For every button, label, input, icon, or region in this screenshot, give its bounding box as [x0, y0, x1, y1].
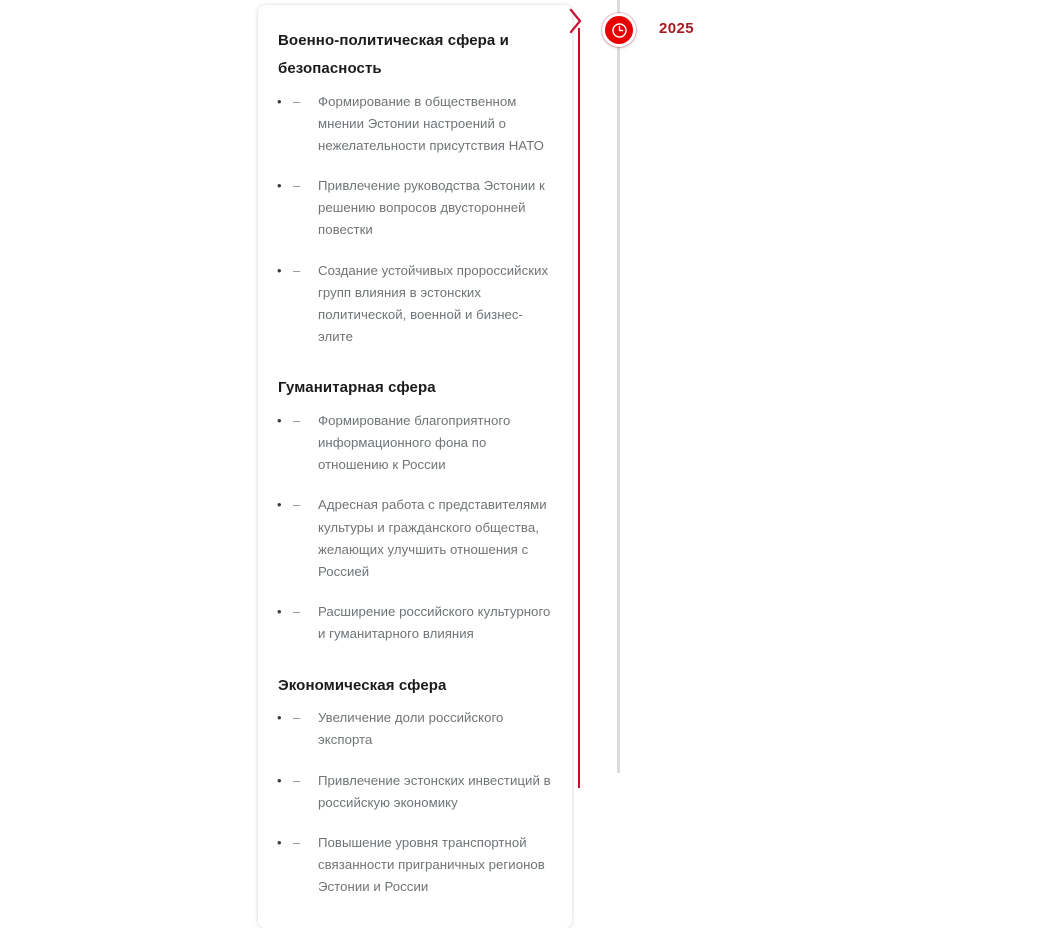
- list-item: [268, 410, 554, 477]
- bullet-dot-icon: •: [277, 772, 282, 788]
- list-item-text: Создание устойчивых пророссийских групп влияния в эстонских политической, военной и бизнес-элите: [318, 262, 549, 345]
- section-heading: Военно-политическая сфера и безопасность: [278, 32, 509, 77]
- bullet-dash-icon: –: [293, 834, 301, 850]
- section-bullet-list: [268, 707, 554, 898]
- bullet-dot-icon: •: [277, 412, 282, 428]
- list-item: [268, 832, 554, 899]
- bullet-dot-icon: •: [277, 93, 282, 109]
- list-item: [268, 175, 554, 242]
- list-item-text: Привлечение руководства Эстонии к решению вопросов двусторонней повестки: [318, 178, 545, 238]
- list-item: [268, 707, 554, 751]
- list-item: [268, 601, 554, 645]
- list-item: [268, 91, 554, 158]
- timeline-year-label: 2025: [659, 20, 694, 37]
- content-section: [268, 374, 554, 645]
- content-section: [268, 27, 554, 348]
- list-item-text: Адресная работа с представителями культуры и гражданского общества, желающих улучшить отношения с Россией: [318, 497, 547, 579]
- bullet-dash-icon: –: [293, 497, 301, 513]
- list-item: [268, 260, 554, 349]
- section-bullet-list: [268, 91, 554, 349]
- bullet-dot-icon: •: [277, 178, 282, 194]
- list-item-text: Повышение уровня транспортной связанности приграничных регионов Эстонии и России: [318, 834, 545, 895]
- connector-line: [578, 28, 580, 788]
- bullet-dash-icon: –: [293, 262, 301, 278]
- section-heading: Экономическая сфера: [278, 676, 447, 694]
- bullet-dash-icon: –: [293, 604, 301, 620]
- bullet-dash-icon: –: [293, 93, 301, 109]
- list-item: [268, 494, 554, 583]
- list-item-text: Привлечение эстонских инвестиций в российскую экономику: [318, 772, 551, 810]
- section-bullet-list: [268, 410, 554, 646]
- bullet-dash-icon: –: [293, 710, 301, 726]
- timeline-axis: [617, 0, 620, 773]
- list-item-text: Увеличение доли российского экспорта: [318, 710, 504, 748]
- list-item: [268, 770, 554, 814]
- bullet-dot-icon: •: [277, 604, 282, 620]
- list-item-text: Расширение российского культурного и гуманитарного влияния: [318, 604, 551, 642]
- section-heading: Гуманитарная сфера: [278, 379, 436, 397]
- list-item-text: Формирование в общественном мнении Эстонии настроений о нежелательности присутствия НАТО: [318, 93, 544, 153]
- bullet-dot-icon: •: [277, 710, 282, 726]
- bullet-dot-icon: •: [277, 834, 282, 850]
- chevron-right-icon: [569, 8, 583, 34]
- timeline-marker-clock[interactable]: [602, 13, 636, 47]
- bullet-dash-icon: –: [293, 772, 301, 788]
- clock-icon: [611, 22, 628, 39]
- bullet-dot-icon: •: [277, 262, 282, 278]
- card-sections-container: [268, 27, 554, 898]
- bullet-dash-icon: –: [293, 412, 301, 428]
- bullet-dot-icon: •: [277, 497, 282, 513]
- content-section: [268, 672, 554, 899]
- timeline-content-card: [258, 5, 572, 928]
- list-item-text: Формирование благоприятного информационного фона по отношению к России: [318, 412, 511, 473]
- bullet-dash-icon: –: [293, 178, 301, 194]
